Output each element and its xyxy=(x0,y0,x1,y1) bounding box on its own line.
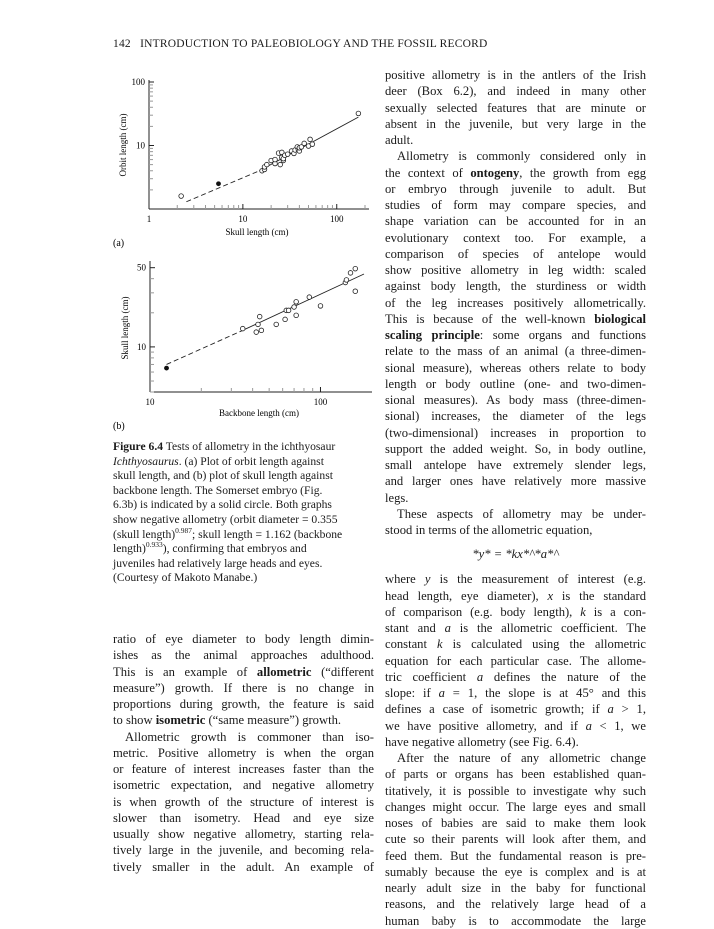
paragraph xyxy=(113,729,374,875)
caption-line: 6.3b) is indicated by a solid circle. Both graphs xyxy=(113,498,332,512)
text-line: absent in the juvenile, but very large in the xyxy=(385,116,646,131)
data-point-open xyxy=(257,314,262,319)
data-point-open xyxy=(318,304,323,309)
data-point-open xyxy=(259,328,264,333)
data-point-open xyxy=(348,271,353,276)
bold-term: ontogeny xyxy=(470,165,520,180)
data-point-open xyxy=(274,322,279,327)
text-line: After the nature of any allometric change xyxy=(397,751,646,765)
text-line: ratio of eye diameter to body length dimin- xyxy=(113,632,374,646)
text-line: adult. xyxy=(385,133,414,147)
text-line: of parts or organs has been established quan- xyxy=(385,767,646,782)
text-line: studies of form may compare species, and xyxy=(385,198,646,212)
data-point-open xyxy=(310,142,315,147)
x-tick-label: 10 xyxy=(238,214,248,224)
data-point-open xyxy=(285,152,290,157)
data-point-open xyxy=(302,141,307,146)
text-line: These aspects of allometry may be under- xyxy=(397,506,646,521)
data-point-open xyxy=(273,157,278,162)
paragraph xyxy=(385,571,646,750)
text-line: cute so their parents will look after them, and xyxy=(385,832,646,847)
text-line: sional) increases, the diameter of the legs xyxy=(385,409,646,424)
text-line: scaling principle: some organs and functions xyxy=(385,328,646,342)
text-line: sional measures). As body mass (three-dimen- xyxy=(385,393,646,407)
text-line: positive allometry is in the antlers of the Irish xyxy=(385,68,646,82)
bold-term: allometric xyxy=(256,664,312,679)
text-line: proportions during growth, the feature is said xyxy=(113,697,374,711)
x-tick-label: 1 xyxy=(146,214,152,224)
caption-line: (Courtesy of Makoto Manabe.) xyxy=(113,571,258,585)
data-point-open xyxy=(179,194,184,199)
text-line: sional measure), whereas others relate to body xyxy=(385,360,646,375)
text-line: Allometric growth is commoner than iso- xyxy=(125,729,374,744)
running-title: INTRODUCTION TO PALEOBIOLOGY AND THE FOSSIL RECORD xyxy=(140,38,488,50)
data-point-open xyxy=(294,313,299,318)
caption-line: length)$^{0.933}$), confirming that embryos and xyxy=(113,540,307,556)
fit-line-dashed xyxy=(186,171,259,202)
data-point-open xyxy=(294,300,299,305)
panel-label: (a) xyxy=(113,238,125,249)
data-point-open xyxy=(283,317,288,322)
page-number: 142 xyxy=(113,38,131,50)
paragraph xyxy=(113,631,374,729)
italic-term: k xyxy=(437,637,443,652)
x-tick-label: 10 xyxy=(145,397,155,407)
right-column-text xyxy=(385,67,646,929)
caption-line: (skull length)$^{0.987}$; skull length = 1.162 (backbone xyxy=(113,525,343,541)
text-line: deer (Box 6.2), and indeed in many other xyxy=(385,84,646,99)
text-line: human baby is to accommodate the large xyxy=(385,913,646,928)
data-point-embryo xyxy=(164,366,169,371)
text-line: the context of ontogeny, the growth from egg xyxy=(385,165,646,180)
text-line: metric. Positive allometry is when the organ xyxy=(113,745,374,760)
data-point-open xyxy=(353,289,358,294)
chart-b xyxy=(113,261,372,432)
text-line: comparison of species of antelope would xyxy=(385,246,646,261)
caption-line: backbone length. The Somerset embryo (Fig. xyxy=(113,483,323,497)
data-point-open xyxy=(265,162,270,167)
x-tick-label: 100 xyxy=(313,397,328,407)
italic-term: k xyxy=(580,604,586,619)
text-line: against body length, the sturdiness or width xyxy=(385,279,646,294)
text-line: feed them. But the fundamental reason is pre- xyxy=(385,848,646,863)
text-line: titatively, it is possible to investigate why such xyxy=(385,783,646,798)
text-line: support the added weight. So, in body outline, xyxy=(385,441,646,456)
x-tick-label: 100 xyxy=(329,214,344,224)
text-line: shape variation can be accounted for in an xyxy=(385,214,646,229)
data-point-embryo xyxy=(216,181,221,186)
text-line: equation for each particular case. The allome- xyxy=(385,653,646,668)
data-point-open xyxy=(292,305,297,310)
text-line: relate to the mass of an animal (a three-dimen- xyxy=(385,344,646,359)
italic-term: x xyxy=(547,588,554,603)
text-line: tively large in the juvenile, and becoming rela- xyxy=(113,843,374,858)
y-tick-label: 10 xyxy=(136,140,145,151)
text-line: slope: if a = 1, the slope is at 45° and this xyxy=(385,686,646,700)
text-line: legs. xyxy=(385,490,409,505)
italic-term: a xyxy=(607,702,614,717)
text-line: slower than isometry. Head and eye size xyxy=(113,810,374,825)
text-line: This is an example of allometric (“different xyxy=(113,664,374,679)
y-tick-label: 50 xyxy=(137,262,146,273)
text-line: or feature of interest increases faster than the xyxy=(113,762,374,776)
y-tick-label: 100 xyxy=(131,77,145,87)
bold-term: scaling principle xyxy=(385,328,480,342)
text-line: measure”) growth. If there is no change in xyxy=(113,680,374,695)
paragraph xyxy=(385,148,646,506)
text-line: tric coefficient a defines the nature of the xyxy=(385,669,646,684)
text-line: changes might occur. The large eyes and small xyxy=(385,799,646,814)
paragraph xyxy=(385,750,646,929)
text-line: Allometry is commonly considered only in xyxy=(397,149,646,164)
text-line: head length, eye diameter), x is the standard xyxy=(385,588,646,603)
chart-a xyxy=(113,77,369,249)
paragraph xyxy=(385,506,646,539)
text-line: evolutionary context too. For example, a xyxy=(385,230,646,245)
text-line: we have positive allometry, and if a < 1, we xyxy=(385,718,646,733)
figure-caption xyxy=(113,440,375,586)
x-axis-label: Backbone length (cm) xyxy=(219,408,299,418)
caption-line: skull length, and (b) plot of skull length against xyxy=(113,469,333,483)
fit-line-dashed xyxy=(167,330,243,364)
bold-term: biological xyxy=(594,311,646,326)
text-line: show positive allometry in leg width: scaled xyxy=(385,263,646,277)
y-axis-label: Orbit length (cm) xyxy=(118,113,128,177)
text-line: stood in terms of the allometric equation, xyxy=(385,523,593,537)
italic-term: Ichthyosaurus xyxy=(113,454,179,468)
italic-term: a xyxy=(444,621,451,635)
text-line: ishes as the animal approaches adulthood. xyxy=(113,648,374,663)
text-line: have negative allometry (see Fig. 6.4). xyxy=(385,734,579,749)
text-line: nearly adult size in the baby for functional xyxy=(385,881,646,895)
text-line: defines a case of isometric growth; if a > 1, xyxy=(385,702,646,717)
text-line: length or body outline (one- and two-dimen- xyxy=(385,376,646,391)
caption-line: Figure 6.4 Tests of allometry in the ichthyosaur xyxy=(113,440,336,453)
caption-line: Ichthyosaurus. (a) Plot of orbit length against xyxy=(113,454,324,468)
bold-term: isometric xyxy=(155,713,206,728)
data-point-open xyxy=(286,308,291,313)
text-line: This is because of the well-known biological xyxy=(385,311,646,326)
paragraph xyxy=(385,67,646,148)
italic-term: a xyxy=(476,669,484,684)
text-line: usually show negative allometry, starting rela- xyxy=(113,827,374,841)
left-column-text xyxy=(113,631,374,875)
caption-line: show negative allometry (orbit diameter = 0.355 xyxy=(113,512,338,526)
text-line: and larger ones have relatively more massive xyxy=(385,474,646,489)
text-line: noses of babies are said to make them look xyxy=(385,816,646,830)
y-axis-label: Skull length (cm) xyxy=(120,296,130,360)
data-point-open xyxy=(356,111,361,116)
text-line: is when growth of the structure of interest is xyxy=(113,794,374,809)
text-line: to show isometric (“same measure”) growth. xyxy=(113,713,342,728)
bold-term: Figure 6.4 xyxy=(113,440,164,453)
superscript: 0.987 xyxy=(175,525,193,535)
text-line: or embryo through juvenile to adult. But xyxy=(385,181,646,196)
caption-line: juveniles had relatively large heads and eyes. xyxy=(113,556,323,570)
text-line: tively smaller in the adult. An example of xyxy=(113,859,374,874)
data-point-open xyxy=(344,278,349,283)
text-line: isometric expectation, and negative allometry xyxy=(113,778,374,793)
data-point-open xyxy=(307,295,312,300)
text-line: reasons, and the relatively large head of a xyxy=(385,897,646,912)
data-point-open xyxy=(308,137,313,142)
text-line: of the leg increases positively allometrically. xyxy=(385,295,646,310)
text-line: (two-dimensional) increases in proportion to xyxy=(385,425,646,440)
italic-term: a xyxy=(585,718,592,733)
data-point-open xyxy=(240,326,245,331)
text-line: stant and a is the allometric coefficient. The xyxy=(385,621,646,635)
data-point-open xyxy=(278,162,283,167)
text-line: constant k is calculated using the allometric xyxy=(385,637,646,652)
allometric-equation: *y* = *kx*^*a*^ xyxy=(472,547,559,562)
text-line: of comparison (e.g. body length), k is a con- xyxy=(385,604,647,619)
x-axis-label: Skull length (cm) xyxy=(225,227,289,237)
text-line: sumably because the eye is complex and is at xyxy=(385,864,646,879)
data-point-open xyxy=(254,330,259,335)
text-line: where y is the measurement of interest (e.g. xyxy=(385,572,647,587)
panel-label: (b) xyxy=(113,421,125,432)
text-line: sexually selected features that are minute or xyxy=(385,100,646,115)
italic-term: y xyxy=(424,572,431,587)
data-point-open xyxy=(256,322,261,327)
data-point-open xyxy=(353,266,358,271)
text-line: small antelope have extremely slender legs, xyxy=(385,458,646,472)
y-tick-label: 10 xyxy=(137,341,146,352)
superscript: 0.933 xyxy=(145,540,163,550)
italic-term: a xyxy=(438,686,445,700)
